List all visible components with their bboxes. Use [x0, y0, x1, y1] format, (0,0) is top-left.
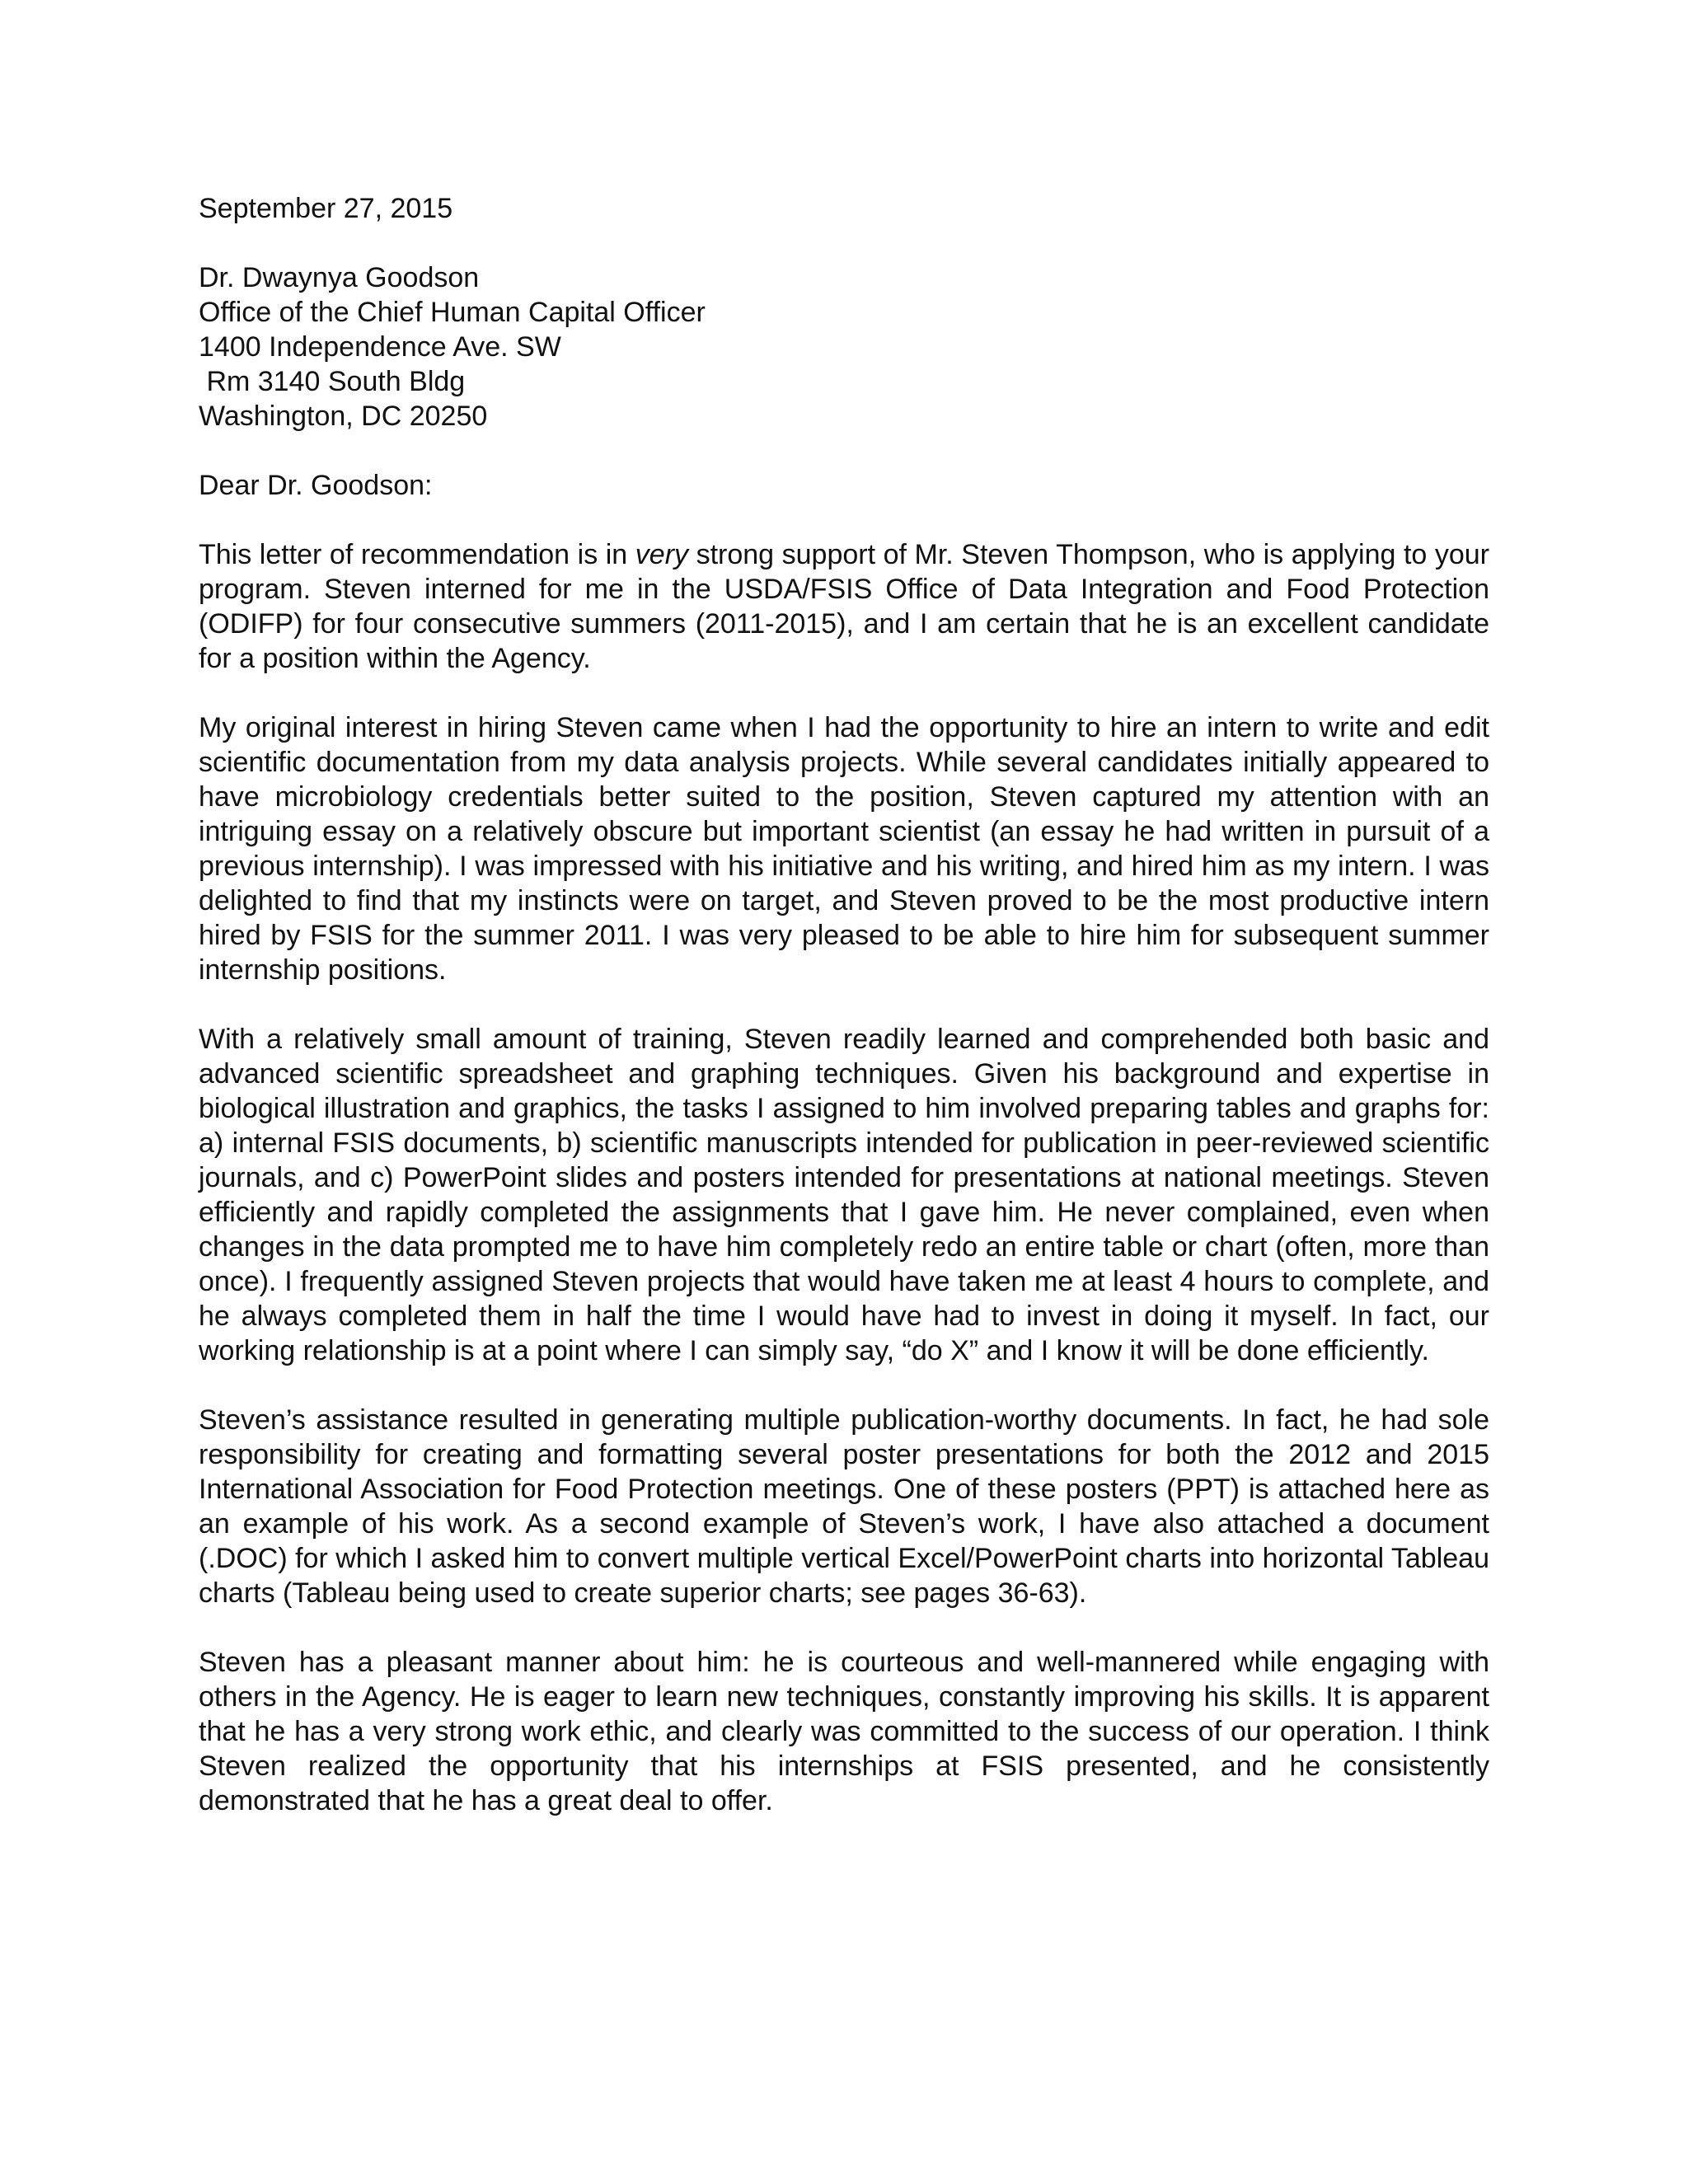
- paragraph-introduction: [199, 537, 1489, 676]
- recipient-name: Dr. Dwaynya Goodson: [199, 262, 480, 293]
- recipient-office: Office of the Chief Human Capital Officer: [199, 297, 706, 328]
- letter-body: [199, 191, 1489, 1853]
- paragraph-publications: Steven’s assistance resulted in generating multiple publication-worthy documents. In fact, he had sole responsibility for creating and formatting several poster presentations for both the 2012 and 2015 International Association for Food Protection meetings. One of these posters (PPT) is attached here as an example of his work. As a second example of Steven’s work, I have also attached a document (.DOC) for which I asked him to convert multiple vertical Excel/PowerPoint charts into horizontal Tableau charts (Tableau being used to create superior charts; see pages 36-63).: [199, 1404, 1489, 1609]
- letter-date: September 27, 2015: [199, 193, 453, 224]
- recipient-address: [199, 260, 1489, 434]
- recipient-city: Washington, DC 20250: [199, 401, 488, 432]
- recipient-street: 1400 Independence Ave. SW: [199, 331, 561, 363]
- emphasis-very: very: [635, 539, 689, 570]
- recipient-room: Rm 3140 South Bldg: [199, 366, 466, 397]
- paragraph-introduction-start: This letter of recommendation is in: [199, 539, 635, 570]
- paragraph-character: Steven has a pleasant manner about him: he is courteous and well-mannered while engaging with others in the Agency. He is eager to learn new techniques, constantly improving his skills. It is apparent that he has a very strong work ethic, and clearly was committed to the success of our operation. I think Steven realized the opportunity that his internships at FSIS presented, and he consistently demonstrated that he has a great deal to offer.: [199, 1647, 1489, 1816]
- paragraph-introduction-rest: strong support of Mr. Steven Thompson, who is applying to your program. Steven interned for me in the USDA/FSIS Office of Data Integration and Food Protection (ODIFP) for four consecutive summers (2011-2015), and I am certain that he is an excellent candidate for a position within the Agency.: [199, 539, 1490, 674]
- salutation: Dear Dr. Goodson:: [199, 470, 433, 501]
- paragraph-skills: With a relatively small amount of training, Steven readily learned and comprehended both basic and advanced scientific spreadsheet and graphing techniques. Given his background and expertise in biological illustration and graphics, the tasks I assigned to him involved preparing tables and graphs for: a) internal FSIS documents, b) scientific manuscripts intended for publication in peer-reviewed scientific journals, and c) PowerPoint slides and posters intended for presentations at national meetings. Steven efficiently and rapidly completed the assignments that I gave him. He never complained, even when changes in the data prompted me to have him completely redo an entire table or chart (often, more than once). I frequently assigned Steven projects that would have taken me at least 4 hours to complete, and he always completed them in half the time I would have had to invest in doing it myself. In fact, our working relationship is at a point where I can simply say, “do X” and I know it will be done efficiently.: [199, 1024, 1489, 1366]
- paragraph-hiring: My original interest in hiring Steven came when I had the opportunity to hire an intern to write and edit scientific documentation from my data analysis projects. While several candidates initially appeared to have microbiology credentials better suited to the position, Steven captured my attention with an intriguing essay on a relatively obscure but important scientist (an essay he had written in pursuit of a previous internship). I was impressed with his initiative and his writing, and hired him as my intern. I was delighted to find that my instincts were on target, and Steven proved to be the most productive intern hired by FSIS for the summer 2011. I was very pleased to be able to hire him for subsequent summer internship positions.: [199, 712, 1489, 986]
